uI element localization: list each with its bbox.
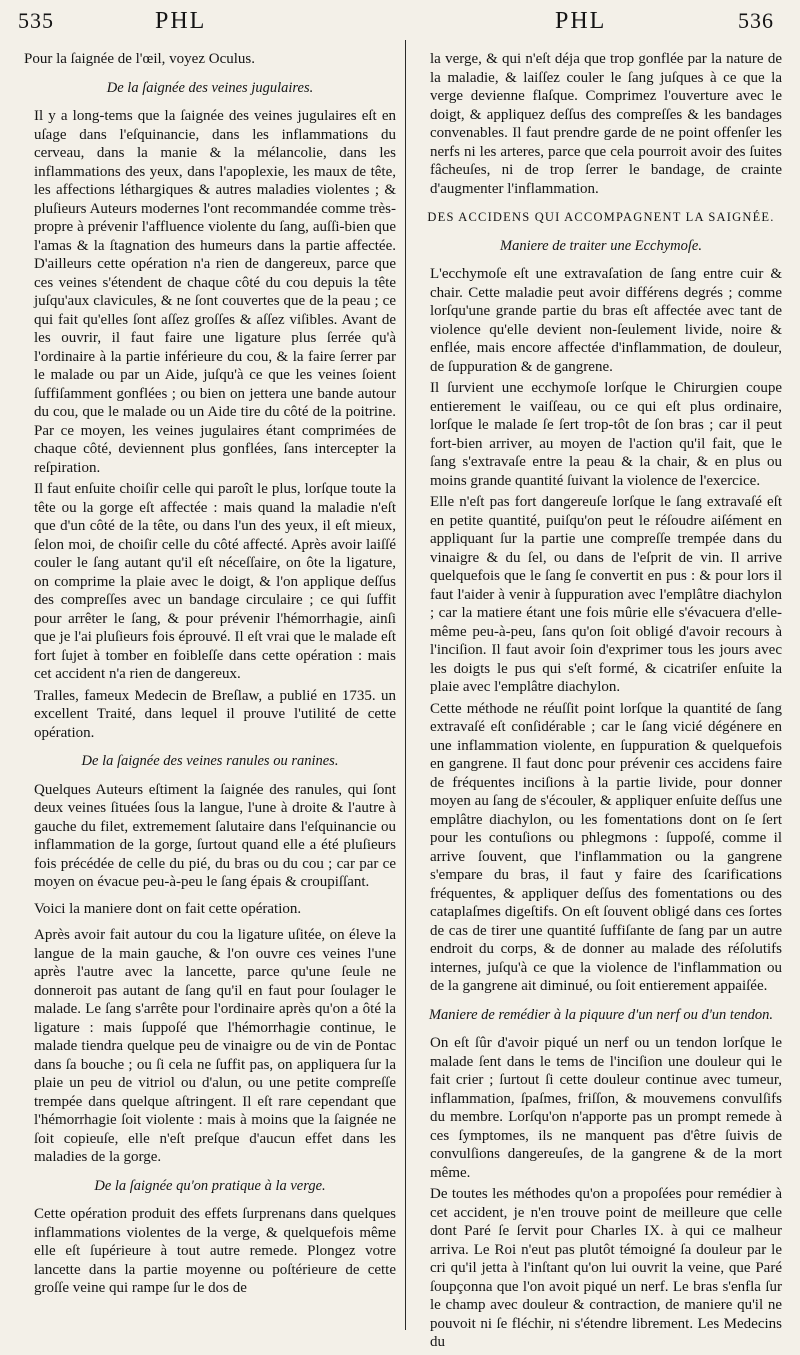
section-heading: DES ACCIDENS QUI ACCOMPAGNENT LA SAIGNÉE. xyxy=(427,210,775,224)
left-column xyxy=(24,50,396,1301)
paragraph: Cette méthode ne réuſſit point lorſque la quantité de ſang extravaſé eſt conſidérable ; car le ſang vicié dégénere en une inflammation violente, en ſuppuration & quelquefois en gangrene. Il faut donc pour prévenir ces accidens faire de fréquentes inciſions à la partie livide, pour donner moyen au ſang de s'écouler, & appliquer enſuite deſſus une emplâtre diachylon, ou les fomentations dont on ſe ſert pour les contuſions ou phlegmons : ſuppoſé, comme il arrive ſouvent, que l'inflammation ou la gangrene s'empare du bras, il faut y faire des ſcarifications fréquentes, & appliquer deſſus des fomentations ou des cataplaſmes digeſtifs. On eſt ſouvent obligé dans ces ſortes de cas de tirer une quantité ſuffiſante de ſang par un autre endroit du corps, & de donner au malade des réſolutifs internes, juſqu'à ce que la violence de l'inflammation ou de la gangrene ait diminué, ou ſoit entierement appaiſée. xyxy=(430,700,782,994)
section-heading: Maniere de remédier à la piquure d'un nerf ou d'un tendon. xyxy=(428,1006,774,1023)
column-divider xyxy=(405,40,406,1330)
paragraph: la verge, & qui n'eſt déja que trop gonflée par la nature de la maladie, & laiſſez couler le ſang juſques à ce que la verge devienne flaſque. Comprimez l'ouverture avec le doigt, & appliquez deſſus des compreſſes & les bandages convenables. Il faut prendre garde de ne point offenſer les nerfs ni les arteres, parce que cela pourroit avoir des ſuites fâcheuſes, ni de trop ſerrer le bandage, de crainte d'augmenter l'inflammation. xyxy=(430,51,782,197)
paragraph: Cette opération produit des effets ſurprenans dans quelques inflammations violentes de la verge, & quelquefois même elle eſt ſupérieure à tout autre remede. Plongez votre lancette dans la partie moyenne ou poſtérieure de cette groſſe veine qui rampe ſur le dos de xyxy=(34,1206,396,1296)
section-heading: De la ſaignée des veines ranules ou ranines. xyxy=(81,753,339,769)
paragraph: Après avoir fait autour du cou la ligature uſitée, on éleve la langue de la main gauche, & l'on ouvre ces veines l'une après l'autre avec la lancette, parce qu'une ſeule ne donneroit pas autant de ſang qu'il en faut pour ſoulager le malade. Le ſang s'arrête pour l'ordinaire après qu'on a ôté la ligature : mais ſuppoſé que l'hémorrhagie continue, le malade tiendra quelque peu de vinaigre ou de vin de Pontac dans ſa bouche ; ou ſi cela ne ſuffit pas, on appliquera ſur la plaie un peu de vitriol ou d'alun, ou une petite compreſſe trempée dans quelque aſtringent. Il eſt rare cependant que l'hémorrhagie ſoit violente : mais à moins que la ſaignée ne ſoit copieuſe, elle n'eſt preſque d'aucun effet dans les maladies de la gorge. xyxy=(34,927,396,1165)
section-heading: Maniere de traiter une Ecchymoſe. xyxy=(500,237,702,254)
left-page-number: 535 xyxy=(18,8,54,33)
paragraph: On eſt ſûr d'avoir piqué un nerf ou un tendon lorſque le malade ſent dans le tems de l'inciſion une douleur qui le fait crier ; ſurtout ſi cette douleur continue avec tumeur, inflammation, ſpaſmes, friſſon, & mouvemens convulſifs du membre. Lorſqu'on n'apporte pas un prompt remede à ces ſymptomes, ils ne manquent pas d'être ſuivis de convulſions dangereuſes, de la gangrene & de la mort même. xyxy=(430,1035,782,1181)
paragraph: Elle n'eſt pas fort dangereuſe lorſque le ſang extravaſé eſt en petite quantité, puiſqu'on peut le réſoudre aiſément en appliquant ſur la partie une compreſſe trempée dans du vinaigre & du ſel, ou dans de l'eſprit de vin. Il arrive quelquefois que le ſang ſe convertit en pus : & pour lors il faut l'aider à venir à ſuppuration avec l'emplâtre diachylon ; car la matiere étant une fois mûrie elle s'évacuera d'elle-même peu-à-peu, ſans qu'on ſoit obligé d'avoir recours à l'inciſion. Il faut avoir ſoin d'exprimer tous les jours avec les doigts le pus qui s'eſt formé, & cicatriſer enſuite la plaie avec l'emplâtre diachylon. xyxy=(430,494,782,695)
paragraph: L'ecchymoſe eſt une extravaſation de ſang entre cuir & chair. Cette maladie peut avoir différens degrés ; comme lorſqu'une grande partie du bras eſt affectée avec tant de violence qu'elle devient non-ſeulement livide, noire & enflée, mais encore affectée d'inflammation, de douleur, de ſuppuration & de gangrene. xyxy=(430,266,782,375)
paragraph: Voici la maniere dont on fait cette opération. xyxy=(34,900,302,917)
section-heading: De la ſaignée qu'on pratique à la verge. xyxy=(94,1177,326,1194)
cross-reference: Pour la ſaignée de l'œil, voyez Oculus. xyxy=(24,51,255,67)
paragraph: Il faut enſuite choiſir celle qui paroît le plus, lorſque toute la tête ou la gorge eſt affectée : mais quand la maladie n'eſt que d'un côté de la tête, ou dans l'un des yeux, il eſt mieux, ſelon moi, de choiſir celle du côté affecté. Après avoir laiſſé couler le ſang autant qu'il eſt néceſſaire, on ôte la ligature, on comprime la plaie avec le doigt, & l'on applique deſſus des compreſſes avec un bandage circulaire ; ce qui ſuffit pour arrêter le ſang, & pour prévenir l'hémorrhagie, ainſi que je l'ai pluſieurs fois éprouvé. Il eſt vrai que le malade eſt fort ſujet à tomber en foibleſſe dans cette opération : mais cet accident n'a rien de dangereux. xyxy=(34,481,396,682)
section-heading: De la ſaignée des veines jugulaires. xyxy=(106,79,314,96)
paragraph: De toutes les méthodes qu'on a propoſées pour remédier à cet accident, je n'en trouve point de meilleure que celle dont Paré ſe ſervit pour Charles IX. à qui ce malheur arriva. Le Roi n'eut pas plutôt témoigné ſa douleur par le cri qu'il jetta à l'inſtant qu'on lui ouvrit la veine, que Paré ſoupçonna que l'on avoit piqué un nerf. Le bras s'enfla ſur le champ avec douleur & contraction, de maniere qu'il ne pouvoit ni ſe fléchir, ni s'étendre librement. Les Medecins du xyxy=(430,1186,782,1350)
right-column xyxy=(420,50,782,1355)
right-running-head: PHL xyxy=(555,8,607,34)
paragraph: Il ſurvient une ecchymoſe lorſque le Chirurgien coupe entierement le vaiſſeau, ou ce qui eſt plus ordinaire, lorſque le malade ſe ſert trop-tôt de ſon bras ; car il peut fort-bien arriver, au moyen de l'action qu'il fait, que le ſang s'extravaſe entre la peau & la chair, & en plus ou moins grande quantité ſuivant la violence de l'exercice. xyxy=(430,380,782,489)
right-page-number: 536 xyxy=(738,8,774,33)
paragraph: Quelques Auteurs eſtiment la ſaignée des ranules, qui ſont deux veines ſituées ſous la langue, l'une à droite & l'autre à gauche du filet, extremement ſalutaire dans l'eſquinancie ou inflammation de la gorge, ſurtout quand elle a été pluſieurs fois précédée de celle du pié, du bras ou du cou ; car par ce moyen on évacue peu-à-peu le ſang épais & croupiſſant. xyxy=(34,781,396,890)
paragraph: Il y a long-tems que la ſaignée des veines jugulaires eſt en uſage dans l'eſquinancie, dans les inflammations du cerveau, dans la manie & la mélancolie, dans les inflammations des yeux, dans l'apoplexie, les maux de tête, les affections léthargiques & autres maladies violentes ; & pluſieurs Auteurs modernes l'ont recommandée comme très-propre à prévenir l'affluence violente du ſang, auſſi-bien que l'amas & la ſtagnation des humeurs dans la partie affectée. D'ailleurs cette opération n'a rien de dangereux, parce que ces veines s'étendent de chaque côté du cou depuis la tête juſqu'aux clavicules, & ne ſont couvertes que de la peau ; ce qui fait qu'elles ſont aſſez groſſes & aſſez viſibles. Avant de les ouvrir, il faut faire une ligature plus ſerrée qu'à l'ordinaire à la partie inférieure du cou, & la faire ſerrer par le malade ou par un Aide, juſqu'à ce que les veines ſoient ſuffiſamment gonflées ; ou bien on jettera une bande autour du cou, que le malade ou un Aide tire du côté de la poitrine. Par ce moyen, les veines jugulaires étant comprimées de chaque côté, deviennent plus gonflées, ſans intercepter la reſpiration. xyxy=(34,108,396,476)
left-running-head: PHL xyxy=(155,8,207,34)
paragraph: Tralles, fameux Medecin de Breſlaw, a publié en 1735. un excellent Traité, dans lequel il prouve l'utilité de cette opération. xyxy=(34,687,396,741)
